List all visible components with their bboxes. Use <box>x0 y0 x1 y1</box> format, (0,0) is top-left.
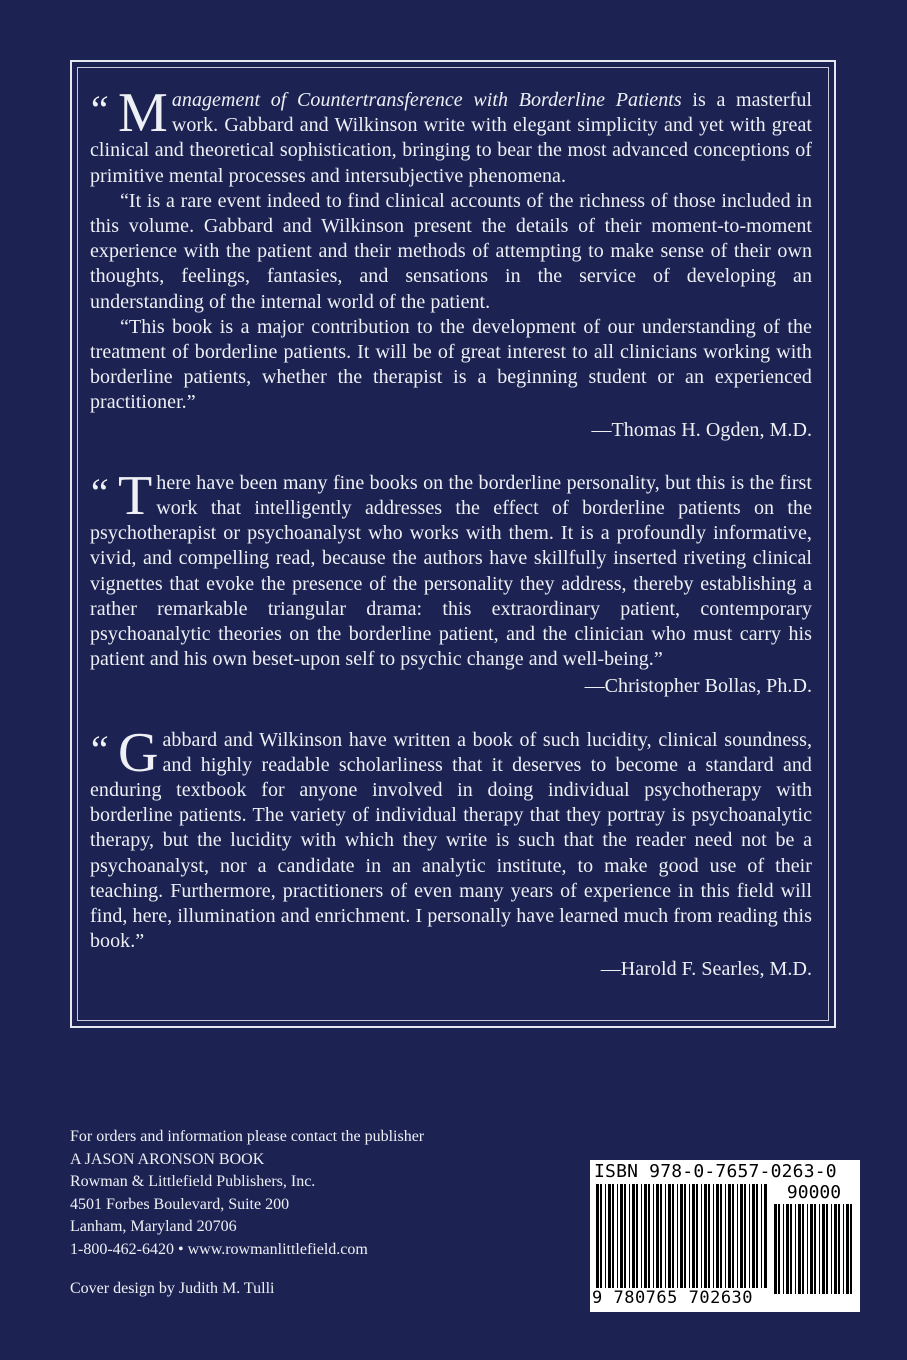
barcode-bar <box>704 1184 707 1294</box>
barcode-bar <box>749 1184 750 1294</box>
quote-paragraph: “It is a rare event indeed to find clinical accounts of the richness of those included in this volume. Gabbard and Wilkinson present the details of their moment-to-moment experience with the patient and their methods of attempting to make sense of their own thoughts, feelings, fantasies, and sensations in the service of developing an understanding of the internal world of the patient. <box>90 189 812 313</box>
barcode-bar <box>846 1204 849 1294</box>
barcode-bar <box>725 1184 726 1294</box>
barcode-bar <box>850 1204 852 1294</box>
barcode-bar <box>600 1184 602 1294</box>
barcode-bar <box>656 1184 659 1294</box>
barcode-bar <box>608 1184 611 1294</box>
attribution: —Christopher Bollas, Ph.D. <box>584 675 812 698</box>
barcode-bar <box>737 1184 738 1294</box>
barcode-bar <box>728 1184 731 1294</box>
isbn-label: ISBN 978-0-7657-0263-0 <box>594 1161 837 1182</box>
barcode-bar <box>617 1184 618 1294</box>
barcode-bar <box>790 1204 792 1294</box>
publisher-line: A JASON ARONSON BOOK <box>70 1150 265 1168</box>
barcode-bar <box>605 1184 606 1294</box>
publisher-line: 4501 Forbes Boulevard, Suite 200 <box>70 1195 290 1213</box>
quote-paragraph: “This book is a major contribution to the development of our understanding of the treatment of borderline patients. It will be of great interest to all clinicians working with borderline patients, whether the therapist is a beginning student or an experienced practitioner.” <box>90 315 812 414</box>
quote-ogden <box>87 82 812 443</box>
barcode-bar <box>596 1184 599 1294</box>
barcode-bar <box>620 1184 623 1294</box>
book-title: anagement of Countertransference with Borderline Patients <box>171 89 682 111</box>
addon-digits: 90000 <box>786 1182 842 1203</box>
barcode-bar <box>648 1184 650 1294</box>
barcode-bar <box>783 1204 784 1294</box>
barcode-bar <box>641 1184 642 1294</box>
barcode-bar <box>732 1184 734 1294</box>
barcode-bar <box>636 1184 638 1294</box>
barcode-bar <box>612 1184 614 1294</box>
barcode-bar <box>744 1184 746 1294</box>
publisher-line: Rowman & Littlefield Publishers, Inc. <box>70 1173 316 1190</box>
barcode-bar <box>701 1184 702 1294</box>
barcode-bar <box>843 1204 844 1294</box>
quote-text: here have been many fine books on the borderline personality, but this is the first work that intelligently addresses the effect of borderline patients on the psychotherapist or psychoanalyst who works with them. It is a profoundly informative, vivid, and compelling read, because the authors have skillfully inserted riveting clinical vignettes that evoke the presence of the personality they address, thereby establishing a rather remarkable triangular drama: this extraordinary patient, contemporary psychoanalytic theories on the borderline patient, and the clinician who must carry his patient and his own beset-upon self to psychic change and well-being.” <box>90 471 812 671</box>
attribution: —Thomas H. Ogden, M.D. <box>591 418 812 441</box>
barcode-bar <box>624 1184 626 1294</box>
barcode-bar <box>802 1204 804 1294</box>
barcode-bar <box>660 1184 662 1294</box>
barcode-bar <box>708 1184 710 1294</box>
barcode-bar <box>677 1184 678 1294</box>
publisher-line: For orders and information please contact the publisher <box>70 1128 425 1145</box>
barcode-bar <box>822 1204 825 1294</box>
isbn-barcode <box>590 1160 860 1312</box>
open-quote-mark: “ <box>87 726 108 772</box>
ean-digits: 9 780765 702630 <box>592 1288 772 1308</box>
endorsements <box>87 82 812 982</box>
addon-barcode-bars <box>774 1204 854 1294</box>
barcode-bar <box>798 1204 801 1294</box>
attribution: —Harold F. Searles, M.D. <box>600 957 812 980</box>
barcode-bar <box>838 1204 840 1294</box>
open-quote-mark: “ <box>87 469 108 515</box>
barcode-bar <box>680 1184 683 1294</box>
quote-bollas <box>87 464 812 700</box>
barcode-bar <box>672 1184 674 1294</box>
dropcap: M <box>118 82 168 144</box>
open-quote-mark: “ <box>87 87 108 132</box>
barcode-bar <box>720 1184 722 1294</box>
barcode-bar <box>740 1184 743 1294</box>
barcode-bar <box>692 1184 695 1294</box>
barcode-bar <box>696 1184 698 1294</box>
barcode-bar <box>761 1184 762 1294</box>
quote-paragraph <box>87 721 812 955</box>
cover-credit: Cover design by Judith M. Tulli <box>70 1280 275 1297</box>
barcode-bar <box>786 1204 789 1294</box>
quote-paragraph <box>87 82 812 189</box>
barcode-bar <box>807 1204 808 1294</box>
barcode-bar <box>831 1204 832 1294</box>
barcode-bar <box>716 1184 719 1294</box>
barcode-bar <box>653 1184 654 1294</box>
barcode-bar <box>810 1204 813 1294</box>
barcode-bar <box>713 1184 714 1294</box>
barcode-bar <box>834 1204 837 1294</box>
barcode-bar <box>826 1204 828 1294</box>
barcode-bar <box>632 1184 635 1294</box>
quote-paragraph <box>87 464 812 673</box>
barcode-bar <box>795 1204 796 1294</box>
quote-searles <box>87 721 812 982</box>
publisher-info <box>70 1126 424 1261</box>
barcode-bar <box>752 1184 755 1294</box>
ean-barcode-bars <box>596 1184 768 1294</box>
barcode-bar <box>764 1184 767 1294</box>
barcode-bar <box>684 1184 686 1294</box>
barcode-bar <box>689 1184 690 1294</box>
quote-text: is a masterful work. Gabbard and Wilkinson write with elegant simplicity and yet with great clinical and theoretical sophistication, bringing to bear the most advanced conceptions of primitive mental processes and intersubjective phenomena. <box>90 89 812 187</box>
dropcap: T <box>118 464 153 527</box>
quote-text: abbard and Wilkinson have written a book of such lucidity, clinical soundness, and highly readable scholarliness that it deserves to become a standard and enduring textbook for anyone involved in doing individual psychotherapy with borderline patients. The variety of individual therapy that they portray is psychoanalytic therapy, but the lucidity with which they write is such that the reader need not be a psychoanalyst, nor a candidate in an analytic institute, to make good use of their teaching. Furthermore, practitioners of even many years of experience in this field will find, here, illumination and enrichment. I personally have learned much from reading this book.” <box>90 728 812 953</box>
barcode-bar <box>814 1204 816 1294</box>
publisher-line: 1-800-462-6420 • www.rowmanlittlefield.com <box>70 1240 368 1258</box>
publisher-line: Lanham, Maryland 20706 <box>70 1218 237 1235</box>
dropcap: G <box>118 721 159 784</box>
barcode-bar <box>819 1204 820 1294</box>
barcode-bar <box>665 1184 666 1294</box>
barcode-bar <box>644 1184 647 1294</box>
barcode-bar <box>668 1184 671 1294</box>
barcode-bar <box>629 1184 630 1294</box>
barcode-bar <box>756 1184 758 1294</box>
barcode-bar <box>778 1204 780 1294</box>
barcode-bar <box>774 1204 777 1294</box>
